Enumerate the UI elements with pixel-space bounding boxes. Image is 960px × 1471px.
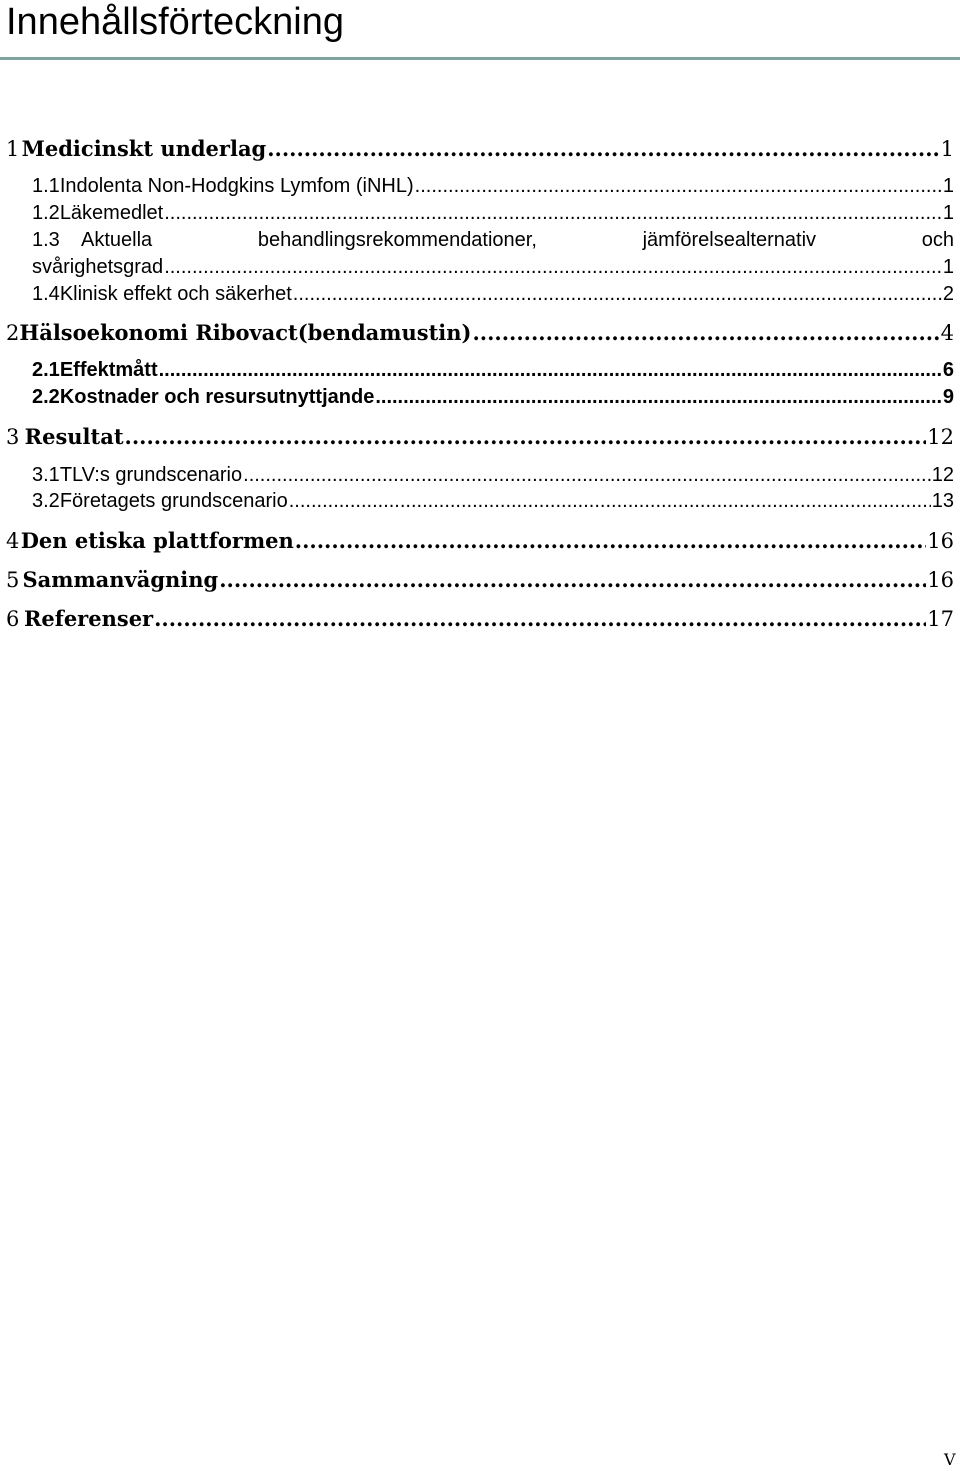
toc-entry-1-2[interactable] — [32, 202, 954, 225]
toc-entry-4[interactable] — [6, 528, 954, 553]
toc-entry-3[interactable] — [6, 424, 954, 449]
toc-entry-2-2[interactable] — [32, 386, 954, 409]
toc-leader-dots — [293, 283, 942, 306]
toc-leader-dots — [289, 490, 931, 513]
toc-leader-dots — [472, 320, 939, 345]
toc-label: Referenser — [23, 606, 154, 631]
toc-entry-1-3-continued[interactable] — [32, 256, 954, 279]
toc-page: 17 — [927, 607, 954, 631]
toc-number: 3.2 — [32, 490, 60, 512]
toc-label: Medicinskt underlag — [21, 136, 267, 161]
toc-leader-dots — [243, 464, 931, 487]
toc-label: Företagets grundscenario — [59, 490, 288, 512]
toc-leader-dots — [415, 175, 942, 198]
toc-page: 9 — [942, 386, 954, 408]
toc-page: 6 — [942, 359, 954, 381]
toc-page: 1 — [942, 256, 954, 278]
page-number: V — [944, 1450, 956, 1469]
toc-number: 6 — [6, 607, 20, 631]
toc-label: Kostnader och resursutnyttjande — [59, 386, 375, 408]
toc-label: TLV:s grundscenario — [59, 464, 243, 486]
toc-entry-1[interactable] — [6, 136, 954, 161]
toc-label-word: Aktuella — [81, 229, 153, 251]
title-divider — [0, 57, 960, 60]
toc-label: Resultat — [24, 424, 124, 449]
toc-number: 1 — [6, 137, 20, 161]
toc-leader-dots — [125, 424, 927, 449]
toc-leader-dots — [375, 386, 942, 409]
toc-label-word: behandlingsrekommendationer, — [257, 229, 537, 251]
toc-label: Indolenta Non-Hodgkins Lymfom (iNHL) — [59, 175, 414, 197]
toc-entry-2-1[interactable] — [32, 359, 954, 382]
toc-number: 5 — [6, 568, 20, 592]
toc-leader-dots — [164, 256, 942, 279]
toc-number: 2.2 — [32, 386, 60, 408]
toc-number: 1.3 — [32, 229, 60, 251]
toc-page: 1 — [942, 175, 954, 197]
toc-label: Sammanvägning — [22, 567, 219, 592]
toc-leader-dots — [219, 567, 926, 592]
toc-page: 16 — [927, 529, 954, 553]
toc-entry-3-1[interactable] — [32, 464, 954, 487]
toc-page: 1 — [940, 137, 954, 161]
toc-page: 12 — [927, 425, 954, 449]
toc-label: Den etiska plattformen — [20, 528, 294, 553]
toc-page: 12 — [931, 464, 954, 486]
toc-entry-6[interactable] — [6, 606, 954, 631]
toc-entry-1-4[interactable] — [32, 283, 954, 306]
toc-label: Effektmått — [59, 359, 158, 381]
toc-entry-5[interactable] — [6, 567, 954, 592]
toc-label: svårighetsgrad — [32, 256, 164, 278]
toc-number: 4 — [6, 529, 20, 553]
toc-page: 13 — [931, 490, 954, 512]
toc-label-word: jämförelsealternativ — [642, 229, 817, 251]
toc-number: 2 — [6, 321, 20, 345]
toc-leader-dots — [267, 136, 939, 161]
toc-page: 1 — [942, 202, 954, 224]
toc-number: 3 — [6, 425, 20, 449]
toc-label-word: och — [921, 229, 954, 251]
toc-label: Klinisk effekt och säkerhet — [59, 283, 292, 305]
toc-page: 2 — [942, 283, 954, 305]
toc-number: 3.1 — [32, 464, 60, 486]
page-title: Innehållsförteckning — [6, 1, 344, 43]
toc-leader-dots — [154, 606, 926, 631]
toc-page: 4 — [940, 321, 954, 345]
toc-page: 16 — [927, 568, 954, 592]
toc-label: Läkemedlet — [59, 202, 164, 224]
toc-label: Hälsoekonomi Ribovact(bendamustin) — [19, 320, 472, 345]
toc-leader-dots — [159, 359, 942, 382]
toc-entry-3-2[interactable] — [32, 490, 954, 513]
toc-entry-1-1[interactable] — [32, 175, 954, 198]
toc-leader-dots — [295, 528, 926, 553]
toc-entry-2[interactable] — [6, 320, 954, 345]
toc-leader-dots — [164, 202, 942, 225]
toc-number: 1.2 — [32, 202, 60, 224]
toc-number: 2.1 — [32, 359, 60, 381]
toc-entry-1-3[interactable] — [32, 229, 954, 252]
toc-number: 1.4 — [32, 283, 60, 305]
toc-number: 1.1 — [32, 175, 60, 197]
